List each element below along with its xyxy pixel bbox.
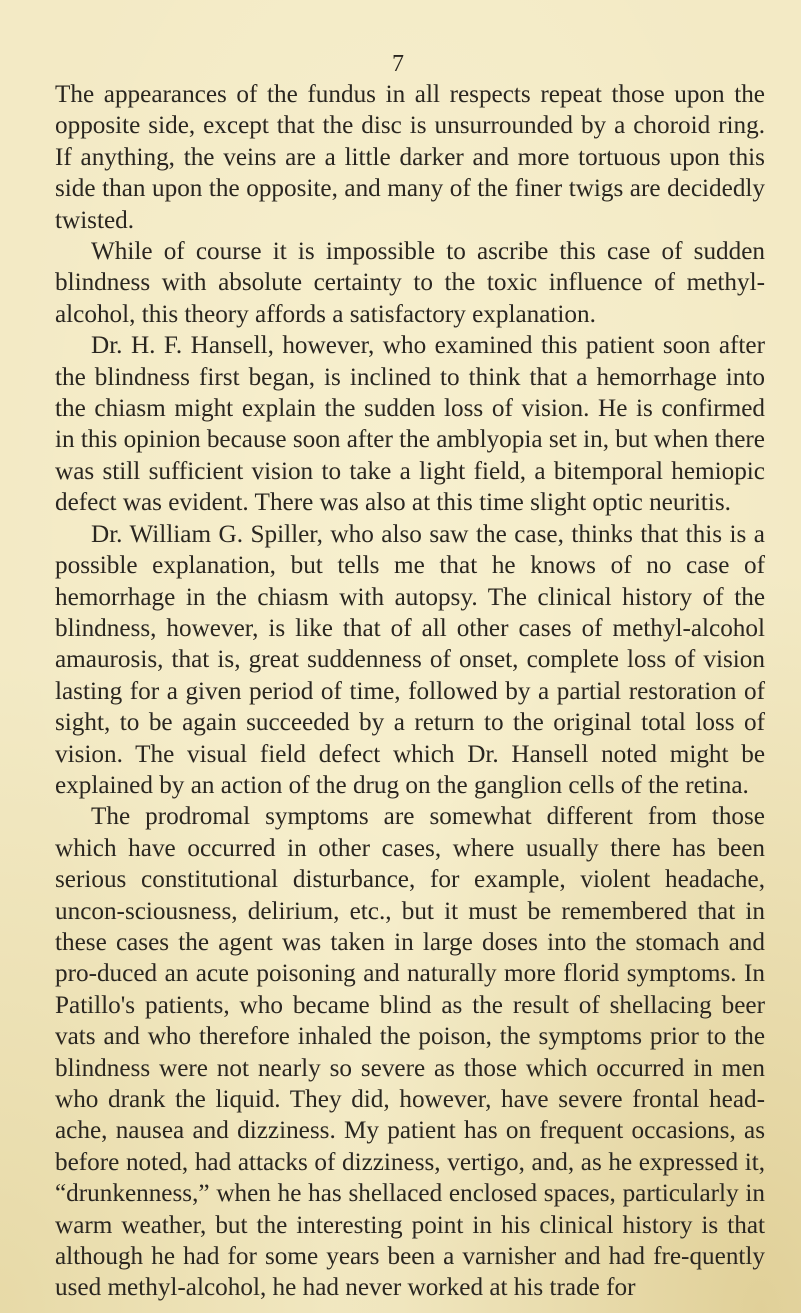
- page-number: 7: [392, 51, 404, 77]
- paragraph-fundus: The appearances of the fundus in all respects repeat those upon the opposite side, except that the disc is unsurrounded by a choroid ring. If anything, the veins are a little darker and more tortuous upon this side than upon the opposite, and many of the finer twigs are decidedly twisted.: [55, 81, 765, 234]
- paragraph-hansell: Dr. H. F. Hansell, however, who examined this patient soon after the blindness first began, is inclined to think that a hemorrhage into the chiasm might explain the sudden loss of vision. He is confirmed in this opinion because soon after the amblyopia set in, but when there was still sufficient vision to take a light field, a bitemporal hemiopic defect was evident. There was also at this time slight optic neuritis.: [55, 332, 765, 517]
- paragraph-prodromal: The prodromal symptoms are somewhat different from those which have occurred in other cases, where usually there has been serious constitutional disturbance, for example, violent headache, uncon-sciousness, delirium, etc., but it must be remembered that in these cases the agent was taken in large doses into the stomach and pro-duced an acute poisoning and naturally more florid symptoms. In Patillo's patients, who became blind as the result of shellacing beer vats and who therefore inhaled the poison, the symptoms prior to the blindness were not nearly so severe as those which occurred in men who drank the liquid. They did, however, have severe frontal head-ache, nausea and dizziness. My patient has on frequent occasions, as before noted, had attacks of dizziness, vertigo, and, as he expressed it, “drunkenness,” when he has shellaced enclosed spaces, particularly in warm weather, but the interesting point in his clinical history is that although he had for some years been a varnisher and had fre-quently used methyl-alcohol, he had never worked at his trade for: [55, 803, 765, 1302]
- paragraph-spiller: Dr. William G. Spiller, who also saw the case, thinks that this is a possible explanation, but tells me that he knows of no case of hemorrhage in the chiasm with autopsy. The clinical history of the blindness, however, is like that of all other cases of methyl-alcohol amaurosis, that is, great suddenness of onset, complete loss of vision lasting for a given period of time, followed by a partial restoration of sight, to be again succeeded by a return to the original total loss of vision. The visual field defect which Dr. Hansell noted might be explained by an action of the drug on the ganglion cells of the retina.: [55, 520, 765, 799]
- body-text: [55, 79, 765, 1304]
- paragraph-methyl-alcohol: While of course it is impossible to ascribe this case of sudden blindness with absolute certainty to the toxic influence of methyl-alcohol, this theory affords a satisfactory explanation.: [55, 238, 765, 328]
